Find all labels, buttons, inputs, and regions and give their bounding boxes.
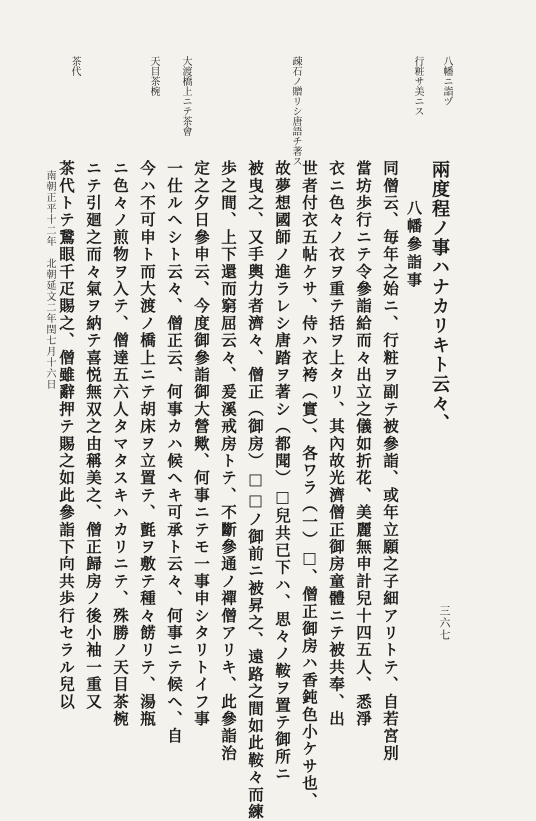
body-column-1: 同僧云、毎年之始ニ、行粧ヲ副テ被參詣、或年立願之子細アリトテ、自若宮別 — [381, 160, 400, 762]
body-column-9: 一仕ルヘシト云々、僧正云、何事カハ候ヘキ可承ト云々、何事ニテ候ヘ、自 — [165, 160, 184, 745]
body-column-3: 衣ニ色々ノ衣ヲ重テ括ヲ上タリ、其內故光濟僧正御房童體ニテ被共奉、出 — [327, 160, 346, 728]
body-column-13: 茶代トテ鵞眼千疋賜之、僧雖辭押テ賜之如此參詣下向共歩行セラル兒以 — [57, 160, 76, 711]
page-number: 三六七 — [438, 605, 451, 641]
body-column-2: 當坊歩行ニテ令參詣給而々出立之儀如折花、美麗無申計兒十四五人、悉淨 — [354, 160, 373, 728]
marginal-note-hachiman: 八幡ニ詣ヅ — [441, 56, 452, 106]
marginal-note-tenmoku: 天目茶椀 — [148, 56, 159, 96]
body-column-12: ニテ引廻之而々氣ヲ納テ喜悦無双之由稱美之、僧正歸房ノ後小袖一重又 — [84, 160, 103, 711]
body-column-6: 被曳之、又手輿力者濟々、僧正（御房）□□ノ御前ニ被昇之、遠路之間如此鞍々而練 — [246, 160, 265, 821]
section-subtitle: 八幡參詣事 — [405, 200, 423, 290]
body-column-4: 世者付衣五帖ケサ、侍ハ衣袴（實）、各ワラ（一）□、僧正御房ハ香鈍色小ケサ也、 — [300, 160, 319, 810]
body-column-5: 故夢想國師ノ進ラレシ唐踏ヲ著シ（都聞）□兒共已下ハ、思々ノ鞍ヲ置テ御所ニ — [273, 160, 292, 783]
body-column-10: 今ハ不可申ト而大渡ノ橋上ニテ胡床ヲ立置テ、氈ヲ敷テ種々餝リテ、湯瓶 — [138, 160, 157, 728]
body-column-11: ニ色々ノ煎物ヲ入テ、僧達五六人タマタスキハカリニテ、殊勝ノ天目茶椀 — [111, 160, 130, 728]
marginal-note-procession: 行粧サ美ニス — [412, 56, 423, 116]
marginal-note-bridge-tea: 大渡橋上ニテ茶會 — [180, 56, 191, 136]
marginal-note-chadai: 茶代 — [69, 56, 80, 76]
era-date-line: 南朝正平十二年 北朝延文二年閏七月十六日 — [44, 170, 55, 390]
section-title: 兩度程ノ事ハナカリキト云々、 — [429, 160, 450, 433]
marginal-note-soseki-shoes: 疎石ノ贈リシ唐語チ著ス — [290, 56, 301, 166]
body-column-8: 定之夕日參申云、今度御參詣御大營歟、何事ニテモ一事申シタリトイフ事 — [192, 160, 211, 728]
body-column-7: 歩之間、上下還而窮屈云々、爰溪戒房トテ、不斷參通ノ禪僧アリキ、此參詣治 — [219, 160, 238, 762]
